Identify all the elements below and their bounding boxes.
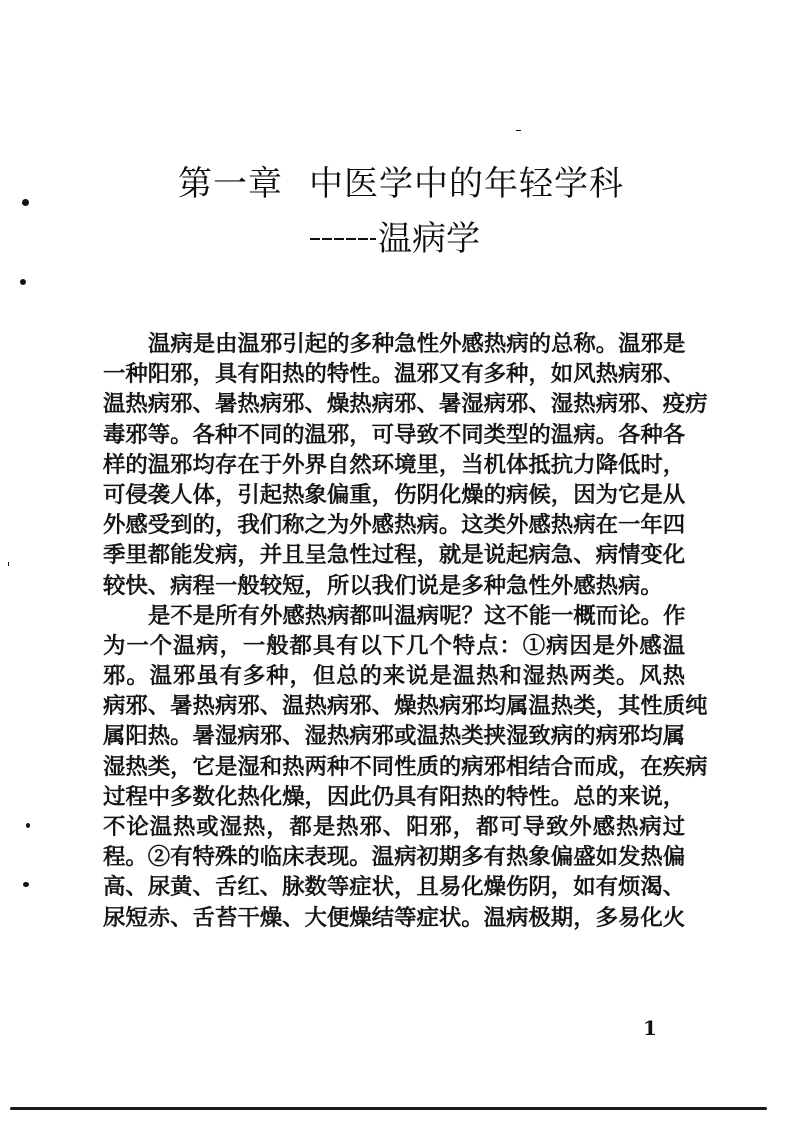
- text-line: 季里都能发病，并且呈急性过程，就是说起病急、病情变化: [103, 542, 686, 569]
- chapter-subtitle-line: [310, 219, 480, 259]
- text-line: 为一个温病，一般都具有以下几个特点：①病因是外感温: [103, 632, 685, 659]
- scan-speck: [516, 130, 521, 131]
- text-line: 温病是由温邪引起的多种急性外感热病的总称。温邪是: [148, 331, 686, 357]
- text-line: 温热病邪、暑热病邪、燥热病邪、暑湿病邪、湿热病邪、疫疠: [103, 391, 708, 418]
- chapter-title: 中医学中的年轻学科: [309, 164, 624, 204]
- body-text: [103, 329, 708, 933]
- text-line: 较快、病程一般较短，所以我们说是多种急性外感热病。: [103, 572, 663, 599]
- chapter-heading: [178, 164, 624, 204]
- scan-speck: [26, 823, 30, 828]
- text-line: 可侵袭人体，引起热象偏重，伤阴化燥的病候，因为它是从: [103, 481, 686, 508]
- subtitle-dash: [310, 238, 376, 240]
- text-line: 属阳热。暑湿病邪、湿热病邪或温热类挟湿致病的病邪均属: [103, 723, 686, 750]
- text-line: 不论温热或湿热，都是热邪、阳邪，都可导致外感热病过: [103, 814, 685, 840]
- scan-speck: [8, 562, 9, 566]
- text-line: 样的温邪均存在于外界自然环境里，当机体抵抗力降低时，: [103, 451, 686, 478]
- text-line: 病邪、暑热病邪、温热病邪、燥热病邪均属温热类，其性质纯: [103, 693, 708, 720]
- scan-speck: [20, 279, 26, 285]
- chapter-subtitle: 温病学: [378, 219, 480, 259]
- chapter-number: 第一章: [178, 164, 283, 204]
- text-line: 邪。温邪虽有多种，但总的来说是温热和湿热两类。风热: [103, 663, 685, 690]
- text-line: 湿热类，它是湿和热两种不同性质的病邪相结合而成，在疾病: [103, 753, 708, 780]
- text-line: 一种阳邪，具有阳热的特性。温邪又有多种，如风热病邪、: [103, 361, 686, 388]
- text-line: 外感受到的，我们称之为外感热病。这类外感热病在一年四: [103, 512, 686, 539]
- text-line: 高、尿黄、舌红、脉数等症状，且易化燥伤阴，如有烦渴、: [103, 874, 686, 901]
- page-bottom-edge: [10, 1107, 767, 1110]
- text-line: 过程中多数化热化燥，因此仍具有阳热的特性。总的来说，: [103, 783, 686, 810]
- scan-speck: [22, 199, 29, 206]
- text-line: 毒邪等。各种不同的温邪，可导致不同类型的温病。各种各: [103, 421, 686, 448]
- text-line: 程。②有特殊的临床表现。温病初期多有热象偏盛如发热偏: [103, 844, 686, 871]
- scan-speck: [23, 882, 29, 887]
- text-line: 尿短赤、舌苔干燥、大便燥结等症状。温病极期，多易化火: [103, 904, 686, 931]
- page-number: 1: [643, 1016, 657, 1040]
- text-line: 是不是所有外感热病都叫温病呢？这不能一概而论。作: [148, 602, 686, 629]
